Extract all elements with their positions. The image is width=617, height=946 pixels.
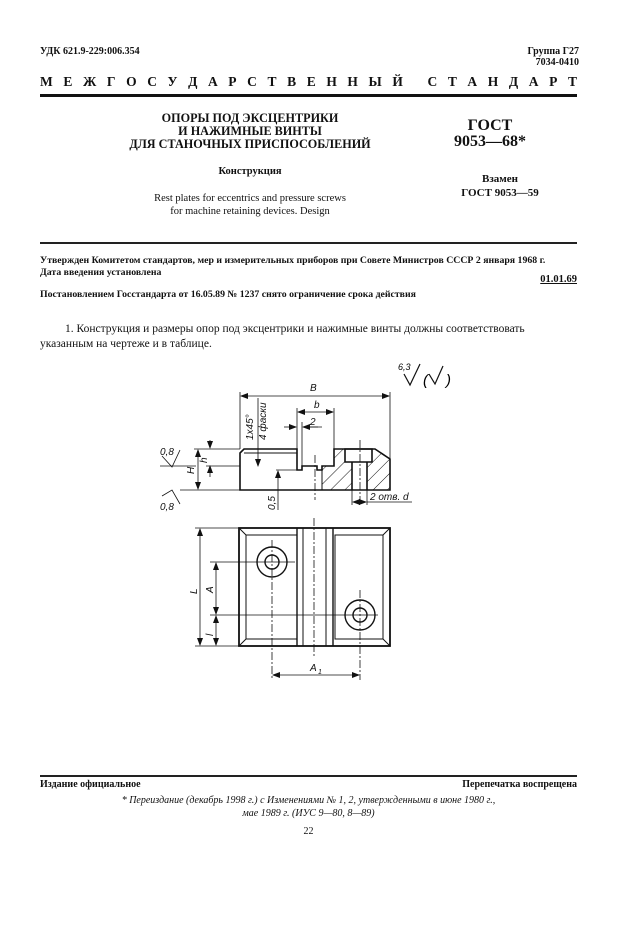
replaces-standard: ГОСТ 9053—59 [461,187,539,199]
title-line-1: ОПОРЫ ПОД ЭКСЦЕНТРИКИ [161,111,339,125]
svg-text:l: l [205,633,216,636]
title-line-2: И НАЖИМНЫЕ ВИНТЫ [178,124,322,138]
svg-text:A: A [205,586,216,593]
english-title-line-2: for machine retaining devices. Design [170,206,330,217]
svg-text:6,3: 6,3 [398,362,411,372]
heading-letter: Ж [82,74,97,89]
heading-letter: Ы [368,74,382,89]
heading-letter: Т [567,74,577,89]
svg-text:4 фаски: 4 фаски [258,402,269,440]
svg-text:2 отв. d: 2 отв. d [370,492,409,503]
heading-letter: А [528,74,539,89]
heading-letter: С [247,74,257,89]
heading-letter: Р [228,74,237,89]
roughness-symbol-icon [398,362,451,389]
heading-letter: А [467,74,478,89]
footnote-line-2: мае 1989 г. (ИУС 9—80, 8—89) [242,808,375,819]
svg-text:0,5: 0,5 [267,496,278,510]
title-line-3: ДЛЯ СТАНОЧНЫХ ПРИСПОСОБЛЕНИЙ [129,137,371,151]
heading-letter: У [167,74,178,89]
heading-letter: М [40,74,53,89]
heading-letter: С [427,74,438,89]
intro-date-label: Дата введения установлена [40,267,162,278]
svg-text:0,8: 0,8 [160,447,174,458]
footnote-line-1: * Переиздание (декабрь 1998 г.) с Изменениями № 1, 2, утвержденными в июне 1980 г., [121,795,496,806]
heading-letter: Н [347,74,358,89]
svg-text:A: A [310,663,317,674]
svg-text:L: L [189,588,200,594]
decree-text: Постановлением Госстандарта от 16.05.89 № 1237 снято ограничение срока действия [40,289,416,300]
replaces-label: Взамен [482,173,518,185]
official-edition: Издание официальное [40,779,141,790]
heading-letter: В [287,74,297,89]
svg-text:B: B [310,383,317,394]
heading-letter: Д [508,74,519,89]
svg-text:H: H [186,466,197,474]
heading-letter: Й [392,74,403,89]
svg-text:1x45°: 1x45° [245,414,256,440]
heading-letter: Р [549,74,558,89]
heading-letter: Т [447,74,457,89]
svg-text:2: 2 [310,417,316,428]
heading-letter: Н [487,74,499,89]
reprint-prohibited: Перепечатка воспрещена [462,779,577,790]
svg-text:(: ( [423,372,428,389]
svg-text:b: b [314,400,320,411]
heading-letter: Т [267,74,277,89]
udk-code: УДК 621.9-229:006.354 [40,46,140,57]
heading-letter: С [147,74,157,89]
footnote [40,794,577,820]
heading-letter: Н [326,74,337,89]
group-label: Группа Г27 [527,46,579,57]
footer-rule [40,775,577,777]
heading-letter: Д [188,74,198,89]
gost-number: 9053—68* [454,133,526,150]
document-subtitle: Конструкция [218,166,282,177]
svg-text:h: h [199,457,210,463]
svg-text:1: 1 [318,669,322,676]
page-number: 22 [303,826,314,837]
svg-text:0,8: 0,8 [160,502,174,513]
heading-letter: О [126,74,137,89]
paragraph-1: 1. Конструкция и размеры опор под эксцентрики и нажимные винты должны соответствовать указанным на чертеже и в таблице. [40,323,525,350]
heading-letter: А [207,74,218,89]
okp-code: 7034-0410 [535,57,579,68]
plan-view [239,528,390,646]
approval-text: Утвержден Комитетом стандартов, мер и измерительных приборов при Совете Министров СССР 2 января 1968 г. [40,255,546,266]
heading-letter: Е [306,74,316,89]
english-title-line-1: Rest plates for eccentrics and pressure screws [154,193,346,204]
heading-letter: Е [63,74,73,89]
heading-letter: Г [106,74,116,89]
gost-label: ГОСТ [467,117,513,134]
intro-date: 01.01.69 [540,274,577,285]
svg-text:): ) [446,372,451,389]
